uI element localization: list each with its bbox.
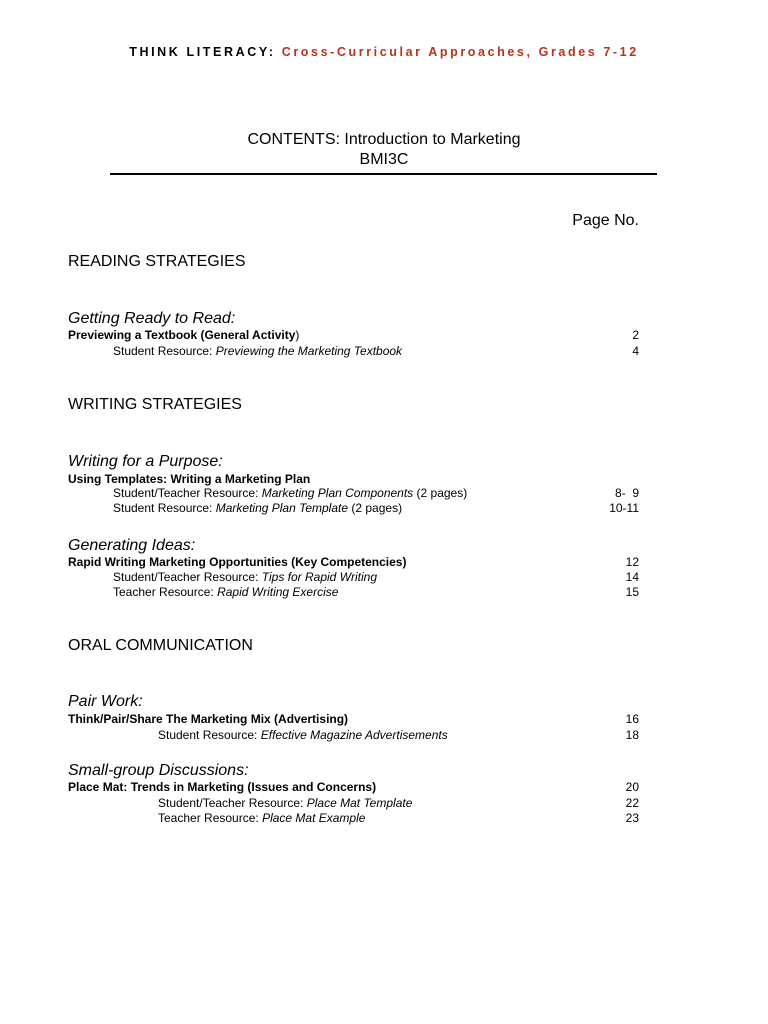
entry-page: 10-11: [609, 501, 639, 515]
toc-entry[interactable]: [68, 711, 639, 727]
subsection-writing-purpose: Writing for a Purpose:: [68, 453, 223, 470]
entry-label: Student/Teacher Resource: Marketing Plan Components (2 pages): [113, 486, 468, 500]
toc-entry[interactable]: [68, 584, 639, 600]
page-number-header: Page No.: [572, 212, 639, 229]
entry-label: Think/Pair/Share The Marketing Mix (Advertising): [68, 712, 349, 726]
toc-entry[interactable]: [68, 500, 639, 516]
section-writing-strategies: WRITING STRATEGIES: [68, 396, 242, 413]
toc-entry[interactable]: [68, 795, 639, 811]
subsection-small-group: Small-group Discussions:: [68, 762, 249, 779]
entry-page: 4: [632, 344, 639, 358]
entry-label: Student Resource: Effective Magazine Advertisements: [158, 728, 448, 742]
section-oral-communication: ORAL COMMUNICATION: [68, 637, 253, 654]
entry-page: 14: [625, 570, 639, 584]
entry-page: 2: [632, 328, 639, 342]
course-code: BMI3C: [359, 151, 409, 168]
entry-page: 8- 9: [614, 486, 639, 500]
entry-page: 23: [625, 811, 639, 825]
entry-page: 22: [625, 796, 639, 810]
entry-label: Student/Teacher Resource: Place Mat Template: [158, 796, 413, 810]
subsection-getting-ready: Getting Ready to Read:: [68, 310, 236, 327]
entry-label: Student/Teacher Resource: Tips for Rapid Writing: [113, 570, 378, 584]
header-lead: THINK LITERACY:: [129, 45, 276, 59]
entry-page: 20: [625, 780, 639, 794]
entry-label: Place Mat: Trends in Marketing (Issues and Concerns): [68, 780, 377, 794]
header-subtitle: Cross-Curricular Approaches, Grades 7-12: [281, 45, 639, 59]
entry-label: Previewing a Textbook (General Activity): [68, 328, 300, 342]
entry-page: 18: [625, 728, 639, 742]
entry-label: Student Resource: Marketing Plan Template (2 pages): [113, 501, 403, 515]
subsection-pair-work: Pair Work:: [68, 693, 143, 710]
toc-entry[interactable]: [68, 485, 639, 501]
entry-label: Using Templates: Writing a Marketing Plan: [68, 472, 311, 486]
toc-entry[interactable]: [68, 779, 639, 795]
entry-page: 15: [625, 585, 639, 599]
toc-entry[interactable]: [68, 554, 639, 570]
running-header: [0, 45, 768, 59]
title-divider: [110, 173, 657, 175]
entry-label: Teacher Resource: Place Mat Example: [158, 811, 366, 825]
toc-entry[interactable]: [68, 569, 639, 585]
entry-label: Rapid Writing Marketing Opportunities (Key Competencies): [68, 555, 407, 569]
entry-label: Student Resource: Previewing the Marketing Textbook: [113, 344, 403, 358]
toc-entry[interactable]: [68, 810, 639, 826]
toc-entry[interactable]: [68, 343, 639, 359]
subsection-generating-ideas: Generating Ideas:: [68, 537, 196, 554]
page-title: CONTENTS: Introduction to Marketing: [247, 131, 521, 148]
entry-label: Teacher Resource: Rapid Writing Exercise: [113, 585, 339, 599]
toc-entry[interactable]: [68, 727, 639, 743]
entry-page: 16: [625, 712, 639, 726]
entry-page: 12: [625, 555, 639, 569]
section-reading-strategies: READING STRATEGIES: [68, 253, 246, 270]
toc-entry[interactable]: [68, 327, 639, 343]
